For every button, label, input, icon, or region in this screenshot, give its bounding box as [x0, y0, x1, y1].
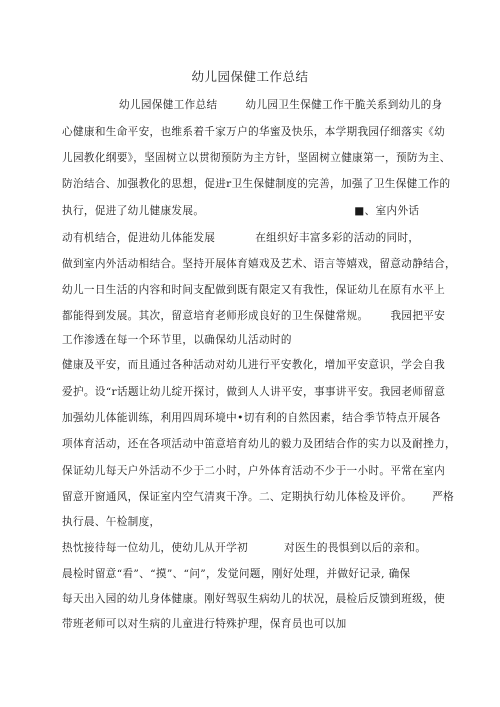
text-line — [62, 592, 445, 606]
text-line — [62, 151, 451, 165]
text-line — [62, 411, 441, 425]
text-line — [62, 309, 445, 323]
text-segment: 保证幼儿每天户外活动不少于二小时，户外体育活动不少于一小时。平常在室内 — [62, 465, 446, 477]
text-segment: 热忱接待每一位幼儿，使幼儿从开学初 — [62, 542, 249, 554]
text-segment: 工作渗透在每一个环节里，以确保幼儿活动时的 — [62, 334, 292, 346]
text-line — [119, 98, 443, 112]
text-segment: 执行，促进了幼儿健康发展。 — [62, 205, 205, 217]
text-segment: 我园把平安 — [390, 310, 446, 322]
text-line — [62, 231, 419, 245]
text-line — [62, 385, 445, 399]
text-line — [62, 177, 450, 191]
document-title: 幼儿园保健工作总结 — [191, 69, 309, 84]
text-line — [62, 257, 456, 271]
text-segment: 加强幼儿体能训练，利用四周环境中•切有利的自然因素，结合季节特点开展各 — [62, 412, 441, 424]
text-line — [62, 283, 445, 297]
text-segment: 都能得到发展。其次，留意培育老师形成良好的卫生保健常规。 — [62, 310, 369, 322]
text-segment: 防治结合、加强教化的思想，促进r卫生保健制度的完善，加强了卫生保健工作的 — [62, 178, 451, 190]
text-segment: 儿园教化纲要》，坚固树立以贯彻预防为主方针，坚固树立健康第一，预防为主、 — [62, 152, 451, 164]
text-line — [62, 358, 445, 372]
text-segment: 幼儿园保健工作总结 — [119, 99, 218, 111]
text-line — [62, 204, 419, 218]
text-line — [62, 541, 426, 555]
text-line — [62, 437, 456, 451]
text-segment: 对医生的畏惧到以后的亲和。 — [284, 542, 427, 554]
text-segment: 项体育活动，还在各项活动中笛意培育幼儿的毅力及团结合作的实力以及耐挫力， — [62, 438, 456, 450]
text-segment: 严格 — [432, 491, 455, 503]
text-segment: 执行晨、午检制度， — [62, 516, 161, 528]
text-line — [62, 567, 410, 581]
text-line — [62, 125, 445, 139]
text-segment: 带班老师可以对生病的儿童进行特殊护理，保育员也可以加 — [62, 618, 347, 630]
text-line — [62, 490, 454, 504]
text-line — [62, 464, 445, 478]
text-line — [62, 333, 292, 347]
text-segment: ■、室内外话 — [354, 205, 420, 217]
text-segment: 在组织好丰富多彩的活动的同时， — [255, 232, 420, 244]
text-line — [62, 617, 347, 631]
text-segment: 幼儿园卫生保健工作干脆关系到幼儿的身 — [245, 99, 443, 111]
text-segment: 心健康和生命平安，也维系着千家万户的华蜜及快乐，本学期我园仔细落实《幼 — [62, 126, 446, 138]
text-segment: 幼儿一日生活的内容和时间支配做到既有限定又有我性，保证幼儿在原有水平上 — [62, 284, 446, 296]
text-segment: 动有机结合，促进幼儿体能发展 — [62, 232, 216, 244]
text-segment: 健康及平安，而且通过各种活动对幼儿进行平安教化，增加平安意识，学会自我 — [62, 359, 446, 371]
text-line — [62, 515, 161, 529]
text-segment: 做到室内外活动相结合。坚持开展体育嬉戏及艺术、语言等嬉戏，留意动静结合， — [62, 258, 456, 270]
text-segment: 每天出入园的幼儿身体健康。刚好驾驭生病幼儿的状况，晨检后反馈到班级，使 — [62, 593, 446, 605]
text-segment: 留意开窗通风，保证室内空气清爽干净。二、定期执行幼儿体检及评价。 — [62, 491, 413, 503]
text-segment: 晨检时留意“看”、“摸”、“问”，发觉问题，刚好处理，并做好记录, 确保 — [62, 568, 411, 580]
text-segment: 爱护。设“r话题让幼儿绽开探讨，做到人人讲平安，事事讲平安。我园老师留意 — [62, 386, 446, 398]
